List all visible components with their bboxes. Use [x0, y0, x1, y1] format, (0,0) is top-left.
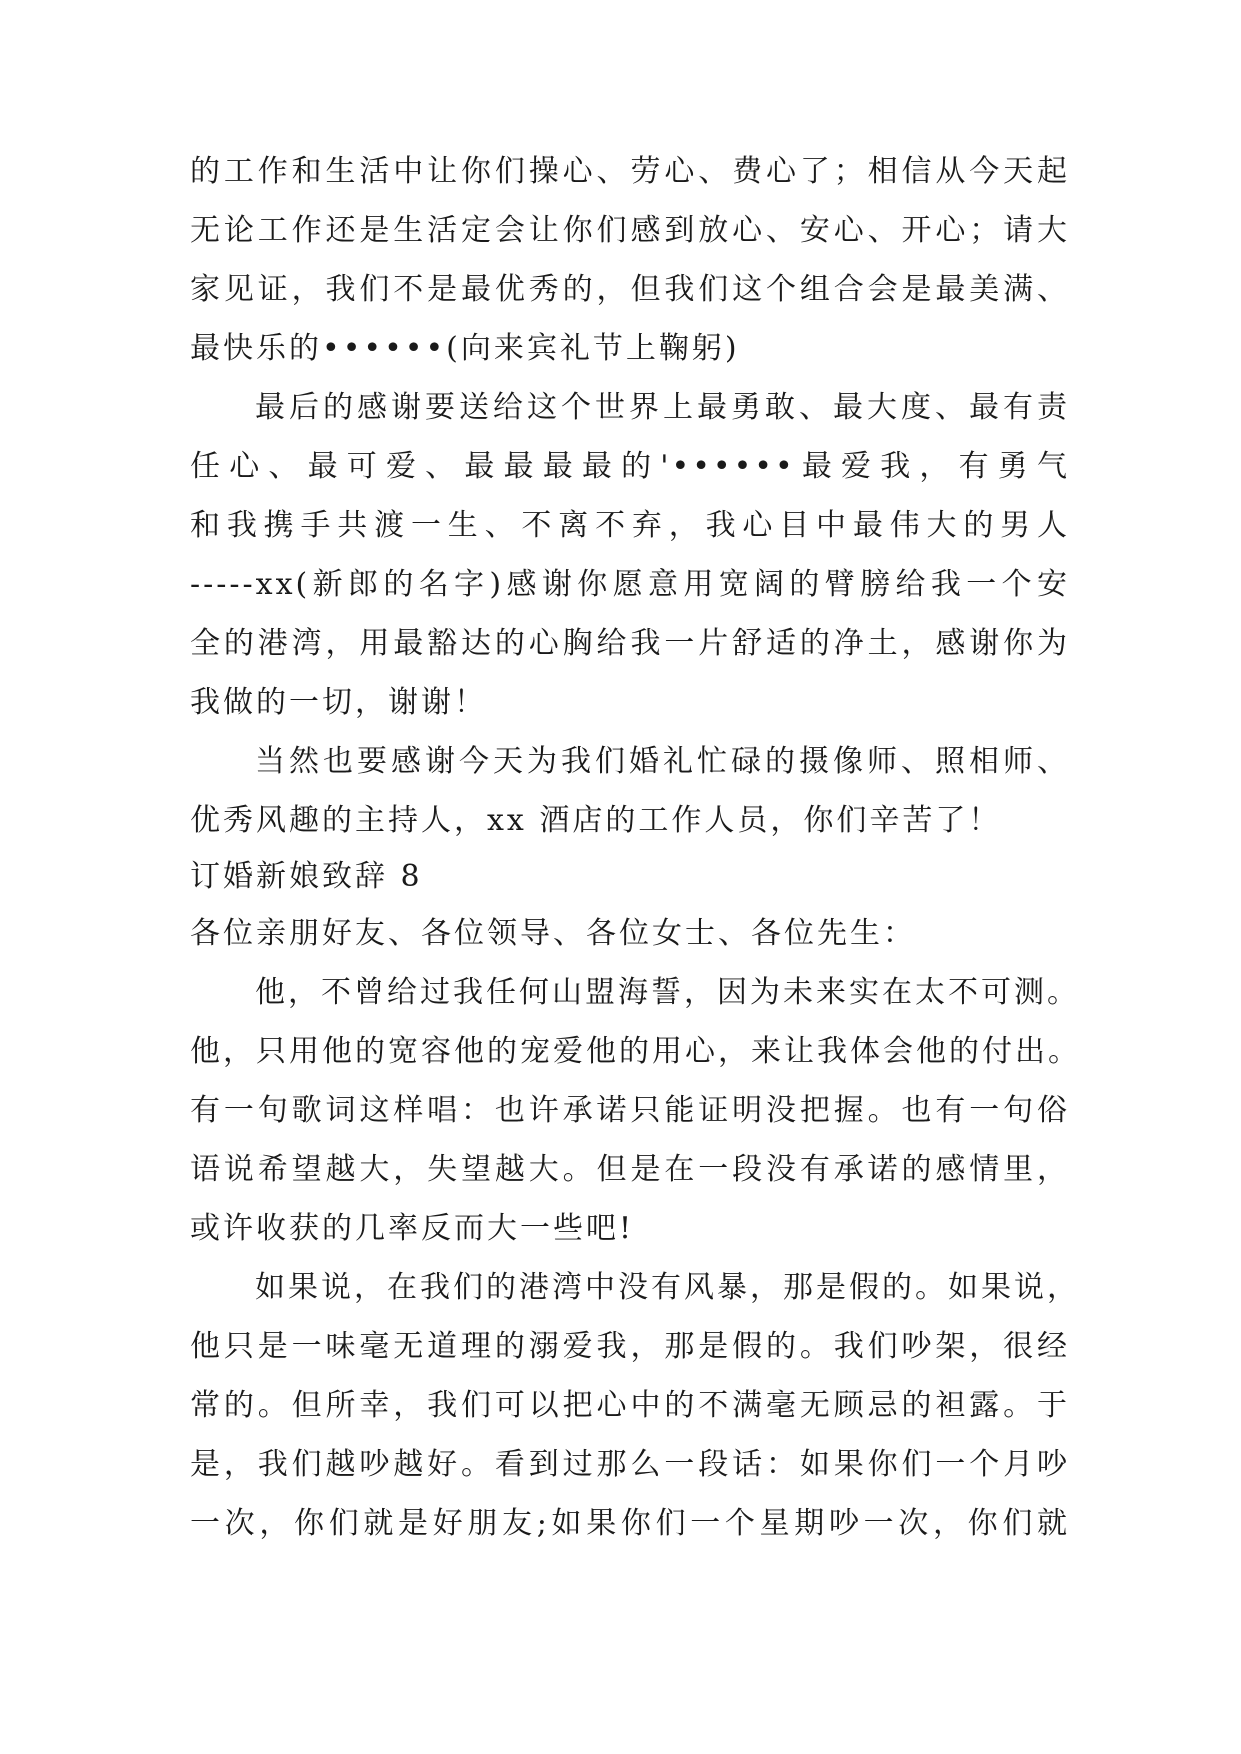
text-line: 任心、最可爱、最最最最的'••••••最爱我，有勇气	[190, 449, 1070, 484]
text-line: 他只是一味毫无道理的溺爱我，那是假的。我们吵架，很经	[190, 1329, 1070, 1364]
paragraph-first-line: 如果说，在我们的港湾中没有风暴，那是假的。如果说，	[255, 1270, 1080, 1305]
paragraph-first-line: 最后的感谢要送给这个世界上最勇敢、最大度、最有责	[255, 390, 1070, 425]
paragraph-first-line: 当然也要感谢今天为我们婚礼忙碌的摄像师、照相师、	[255, 744, 1070, 779]
text-line: -----xx(新郎的名字)感谢你愿意用宽阔的臂膀给我一个安	[190, 567, 1070, 602]
text-line: 和我携手共渡一生、不离不弃，我心目中最伟大的男人	[190, 508, 1070, 543]
section-heading: 订婚新娘致辞 8	[190, 859, 423, 894]
text-line: 一次，你们就是好朋友;如果你们一个星期吵一次，你们就	[190, 1506, 1070, 1541]
text-line: 无论工作还是生活定会让你们感到放心、安心、开心；请大	[190, 213, 1070, 248]
text-line: 优秀风趣的主持人，xx 酒店的工作人员，你们辛苦了！	[190, 803, 1002, 838]
text-line: 有一句歌词这样唱：也许承诺只能证明没把握。也有一句俗	[190, 1093, 1070, 1128]
text-line: 最快乐的••••••(向来宾礼节上鞠躬)	[190, 331, 740, 366]
text-line: 家见证，我们不是最优秀的，但我们这个组合会是最美满、	[190, 272, 1070, 307]
text-line: 他，只用他的宽容他的宠爱他的用心，来让我体会他的付出。	[190, 1034, 1081, 1069]
text-line: 常的。但所幸，我们可以把心中的不满毫无顾忌的袒露。于	[190, 1388, 1070, 1423]
text-line: 的工作和生活中让你们操心、劳心、费心了；相信从今天起	[190, 154, 1070, 189]
text-line: 语说希望越大，失望越大。但是在一段没有承诺的感情里，	[190, 1152, 1070, 1187]
salutation: 各位亲朋好友、各位领导、各位女士、各位先生：	[190, 916, 916, 951]
text-line: 我做的一切，谢谢！	[190, 685, 487, 720]
paragraph-first-line: 他，不曾给过我任何山盟海誓，因为未来实在太不可测。	[255, 975, 1080, 1010]
text-line: 全的港湾，用最豁达的心胸给我一片舒适的净土，感谢你为	[190, 626, 1070, 661]
text-line: 或许收获的几率反而大一些吧!	[190, 1211, 635, 1246]
text-line: 是，我们越吵越好。看到过那么一段话：如果你们一个月吵	[190, 1447, 1070, 1482]
